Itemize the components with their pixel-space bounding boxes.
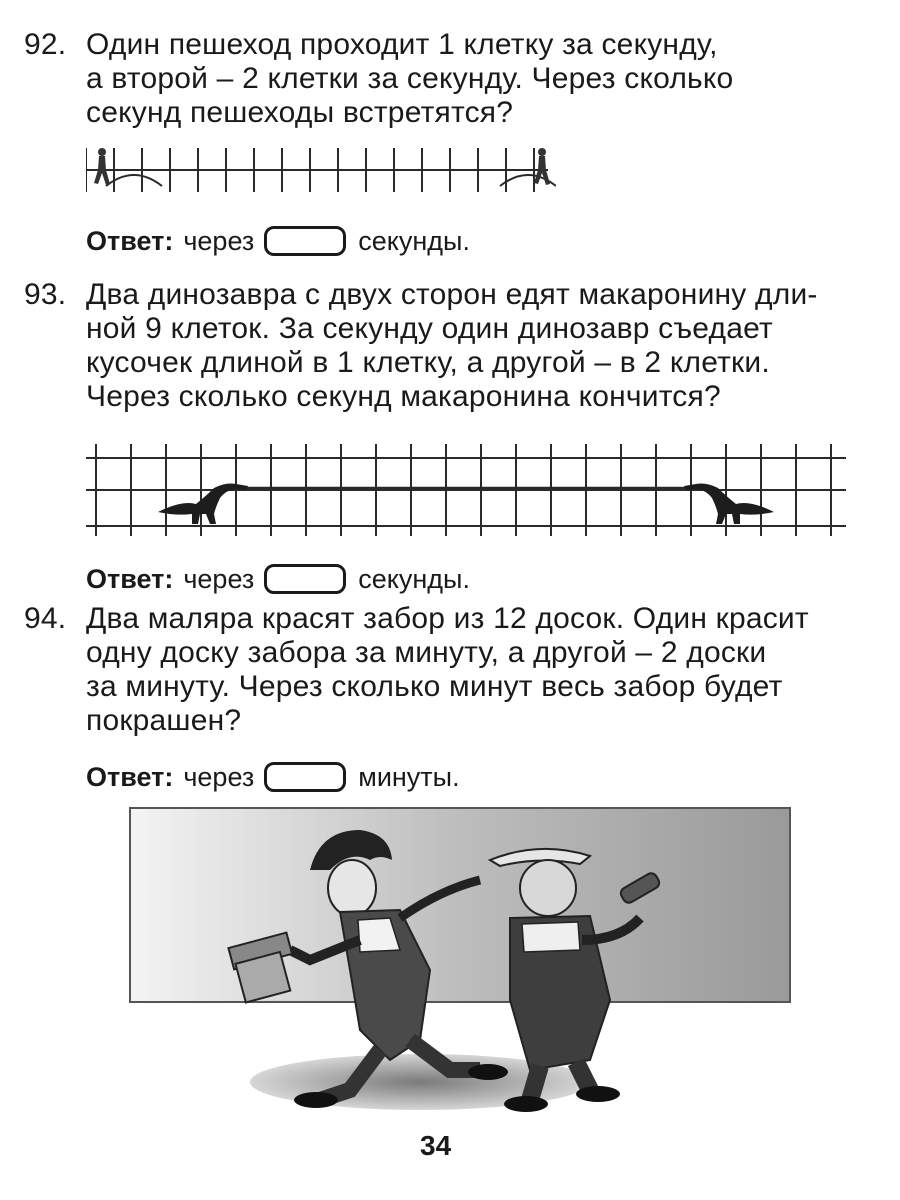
problem-text-line: Через сколько секунд макаронина кончится? [86,380,721,413]
problem-number: 93. [24,278,67,311]
walking-person-icon [94,148,110,185]
answer-label: Ответ: [86,226,174,256]
answer-box[interactable] [264,762,346,792]
answer-label: Ответ: [86,564,174,594]
dinosaurs-grid [86,444,848,540]
answer-suffix: секунды. [358,226,470,256]
answer-box[interactable] [264,226,346,256]
answer-row [86,224,470,258]
answer-prefix: через [183,564,255,594]
walking-person-icon [534,148,550,185]
answer-row [86,562,470,596]
pedestrians-grid [86,140,556,200]
problem-text-line: а второй – 2 клетки за секунду. Через сколько [86,62,734,95]
problem-text-line: секунд пешеходы встретятся? [86,96,514,129]
answer-box[interactable] [264,564,346,594]
problem-number: 94. [24,602,67,635]
answer-prefix: через [183,762,255,792]
answer-label: Ответ: [86,762,174,792]
answer-prefix: через [183,226,255,256]
problem-number: 92. [24,28,67,61]
answer-row [86,760,460,794]
problem-text-line: Два динозавра с двух сторон едят макаронину дли- [86,278,818,311]
problem-text-line: кусочек длиной в 1 клетку, а другой – в 2 клетки. [86,346,770,379]
page-number: 34 [420,1130,452,1161]
problem-text-line: Один пешеход проходит 1 клетку за секунду, [86,28,718,61]
problem-text-line: покрашен? [86,704,242,737]
fence-panel [130,808,790,1002]
problem-text-line: одну доску забора за минуту, а другой – 2 доски [86,636,767,669]
problem-text-line: ной 9 клеток. За секунду один динозавр съедает [86,312,773,345]
answer-suffix: минуты. [358,762,460,792]
problem-text-line: Два маляра красят забор из 12 досок. Один красит [86,602,809,635]
answer-suffix: секунды. [358,564,470,594]
painters-illustration [120,800,800,1120]
problem-text-line: за минуту. Через сколько минут весь забор будет [86,670,783,703]
